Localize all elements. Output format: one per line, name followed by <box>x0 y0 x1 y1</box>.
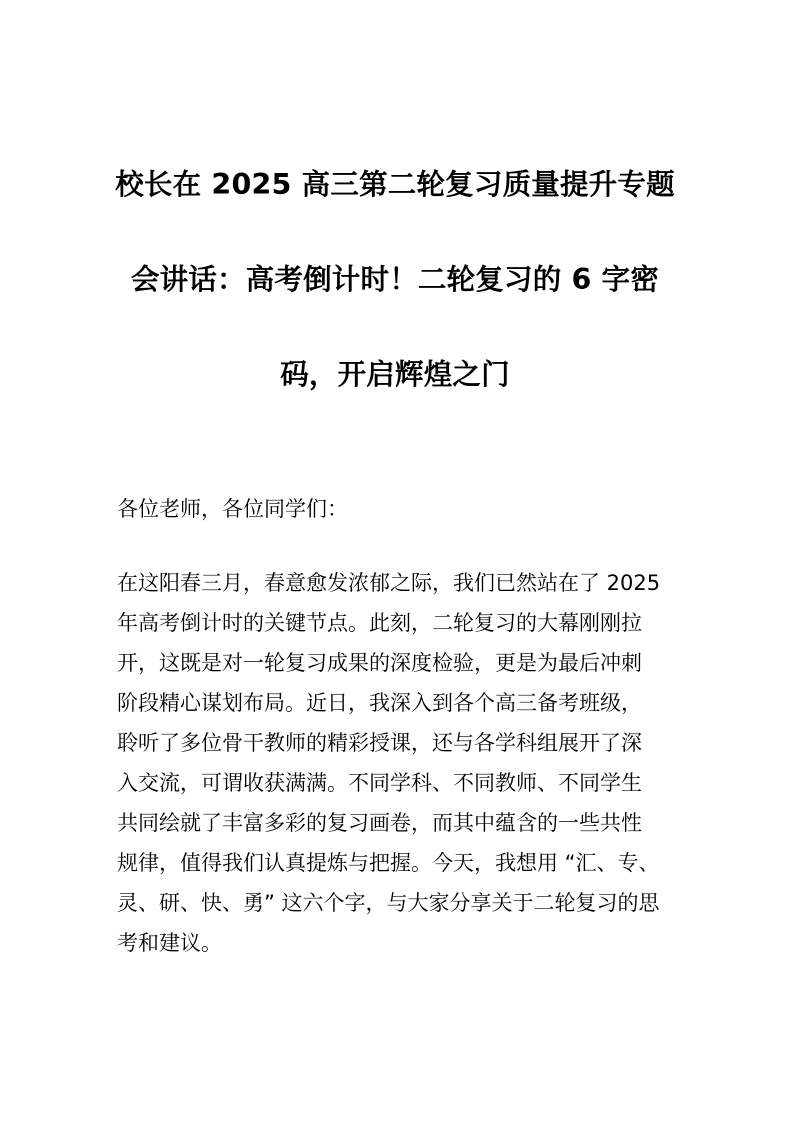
body-line: 聆听了多位骨干教师的精彩授课，还与各学科组展开了深 <box>117 731 642 755</box>
body-paragraph <box>117 563 681 963</box>
body-line: 开，这既是对一轮复习成果的深度检验，更是为最后冲刺 <box>117 651 642 675</box>
page-title-line-1: 校长在 2025 高三第二轮复习质量提升专题 <box>115 168 675 202</box>
page-title-line-3: 码，开启辉煌之门 <box>280 358 510 392</box>
body-line: 入交流，可谓收获满满。不同学科、不同教师、不同学生 <box>117 771 642 795</box>
salutation: 各位老师，各位同学们： <box>117 497 348 521</box>
body-line: 共同绘就了丰富多彩的复习画卷，而其中蕴含的一些共性 <box>117 811 642 835</box>
body-line: 在这阳春三月，春意愈发浓郁之际，我们已然站在了 2025 <box>117 571 661 595</box>
body-line: 阶段精心谋划布局。近日，我深入到各个高三备考班级， <box>117 691 642 715</box>
body-line: 考和建议。 <box>117 931 222 955</box>
body-line: 灵、研、快、勇” 这六个字，与大家分享关于二轮复习的思 <box>117 891 660 915</box>
page-title <box>110 137 680 422</box>
body-line: 年高考倒计时的关键节点。此刻，二轮复习的大幕刚刚拉 <box>117 611 642 635</box>
page-title-line-2: 会讲话：高考倒计时！二轮复习的 6 字密 <box>130 263 660 297</box>
body-line: 规律，值得我们认真提炼与把握。今天，我想用 “汇、专、 <box>117 851 660 875</box>
